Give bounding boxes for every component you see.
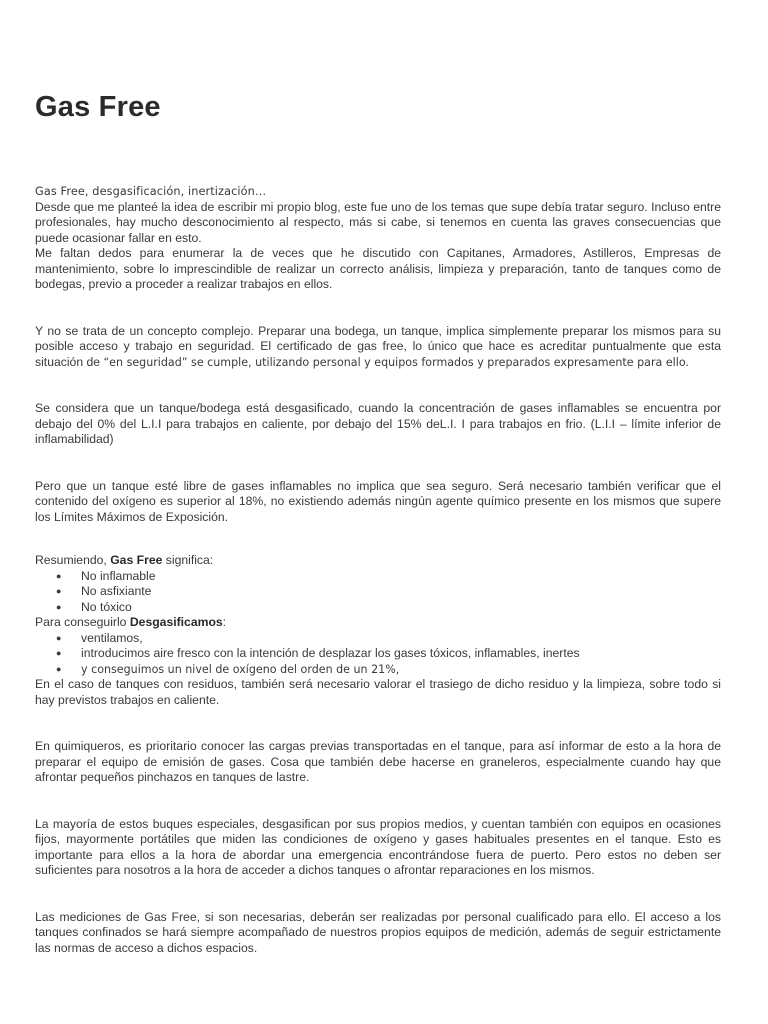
summary-lead: Resumiendo, Gas Free significa: (35, 553, 214, 567)
bullet-icon: ● (56, 663, 62, 674)
article-subtitle: Gas Free, desgasificación, inertización… (35, 185, 267, 198)
degassing-steps-list (35, 631, 721, 678)
list-item: ● No tóxico (56, 599, 132, 614)
paragraph-oxygen: Pero que un tanque esté libre de gases inflamables no implica que sea seguro. Será necesario también verificar que el contenido del oxígeno es superior al 18%, no existiendo además ningún agente químico presente en los mismos que supere los Límites Máximos de Exposición. (35, 478, 721, 524)
list-item: ● No asfixiante (56, 584, 152, 598)
bullet-icon: ● (56, 601, 62, 612)
bullet-icon: ● (56, 570, 62, 581)
list-item: ● No inflamable (56, 568, 156, 583)
paragraph-intro-2: Me faltan dedos para enumerar la de veces que he discutido con Capitanes, Armadores, Astilleros, Empresas de mantenimiento, sobre lo imprescindible de realizar un correcto análisis, limpieza y preparación, tanto de tanques como de bodegas, previo a proceder a realizar trabajos en ellos. (35, 246, 721, 291)
paragraph-special-vessels: La mayoría de estos buques especiales, desgasifican por sus propios medios, y cuentan también con equipos en ocasiones fijos, mayormente portátiles que miden las condiciones de oxígeno y gases habituales presentes en el tanque. Esto es importante para ellos a la hora de abordar una emergencia encontrándose fuera de puerto. Pero estos no deben ser suficientes para nosotros a la hora de acceder a dichos tanques o afrontar reparaciones en los mismos. (35, 816, 721, 877)
article-body (35, 184, 721, 956)
concept-text-condensed: “en seguridad” se cumple, utilizando personal y equipos formados y preparados expresamente para ello. (103, 355, 689, 369)
paragraph-concept (35, 324, 721, 371)
page-title: Gas Free (35, 91, 161, 123)
bullet-icon: ● (56, 648, 62, 658)
paragraph-residues: En el caso de tanques con residuos, también será necesario valorar el trasiego de dicho residuo y la limpieza, sobre todo si hay previstos trabajos en caliente. (35, 677, 721, 707)
summary-lead-bold: Gas Free (110, 553, 163, 567)
how-lead: Para conseguirlo Desgasificamos: (35, 615, 227, 629)
paragraph-chemical-tankers: En quimiqueros, es prioritario conocer las cargas previas transportadas en el tanque, para así informar de esto a la hora de preparar el equipo de emisión de gases. Cosa que también debe hacerse en graneleros, especialmente cuando hay que afrontar pequeños pinchazos en tanques de lastre. (35, 739, 721, 784)
list-item: ● y conseguimos un nivel de oxígeno del orden de un 21%, (56, 662, 400, 676)
list-item: ● introducimos aire fresco con la intención de desplazar los gases tóxicos, inflamables, inertes (56, 646, 580, 660)
gas-free-list (35, 569, 721, 616)
bullet-icon: ● (56, 586, 62, 596)
paragraph-measurements: Las mediciones de Gas Free, si son necesarias, deberán ser realizadas por personal cualificado para ello. El acceso a los tanques confinados se hará siempre acompañado de nuestros propios equipos de medición, además de seguir estrictamente las normas de acceso a dichos espacios. (35, 909, 721, 955)
paragraph-intro-1: Desde que me planteé la idea de escribir mi propio blog, este fue uno de los temas que supe debía tratar seguro. Incluso entre profesionales, hay mucho desconocimiento al respecto, más si cabe, si tenemos en cuenta las graves consecuencias que puede ocasionar fallar en esto. (35, 199, 721, 245)
paragraph-degassed-definition: Se considera que un tanque/bodega está desgasificado, cuando la concentración de gases inflamables se encuentra por debajo del 0% del L.I.I para trabajos en caliente, por debajo del 15% deL.I. I para trabajos en frio. (L.I.I – límite inferior de inflamabilidad) (35, 401, 721, 446)
how-lead-bold: Desgasificamos (129, 615, 223, 629)
bullet-icon: ● (56, 632, 62, 643)
concept-text: Y no se trata de un concepto complejo. Preparar una bodega, un tanque, implica simplemente preparar los mismos para su posible acceso y trabajo en seguridad. El certificado de gas free, lo único que hace es acreditar puntualmente que esta situación de (35, 323, 721, 369)
list-item: ● ventilamos, (56, 630, 143, 645)
